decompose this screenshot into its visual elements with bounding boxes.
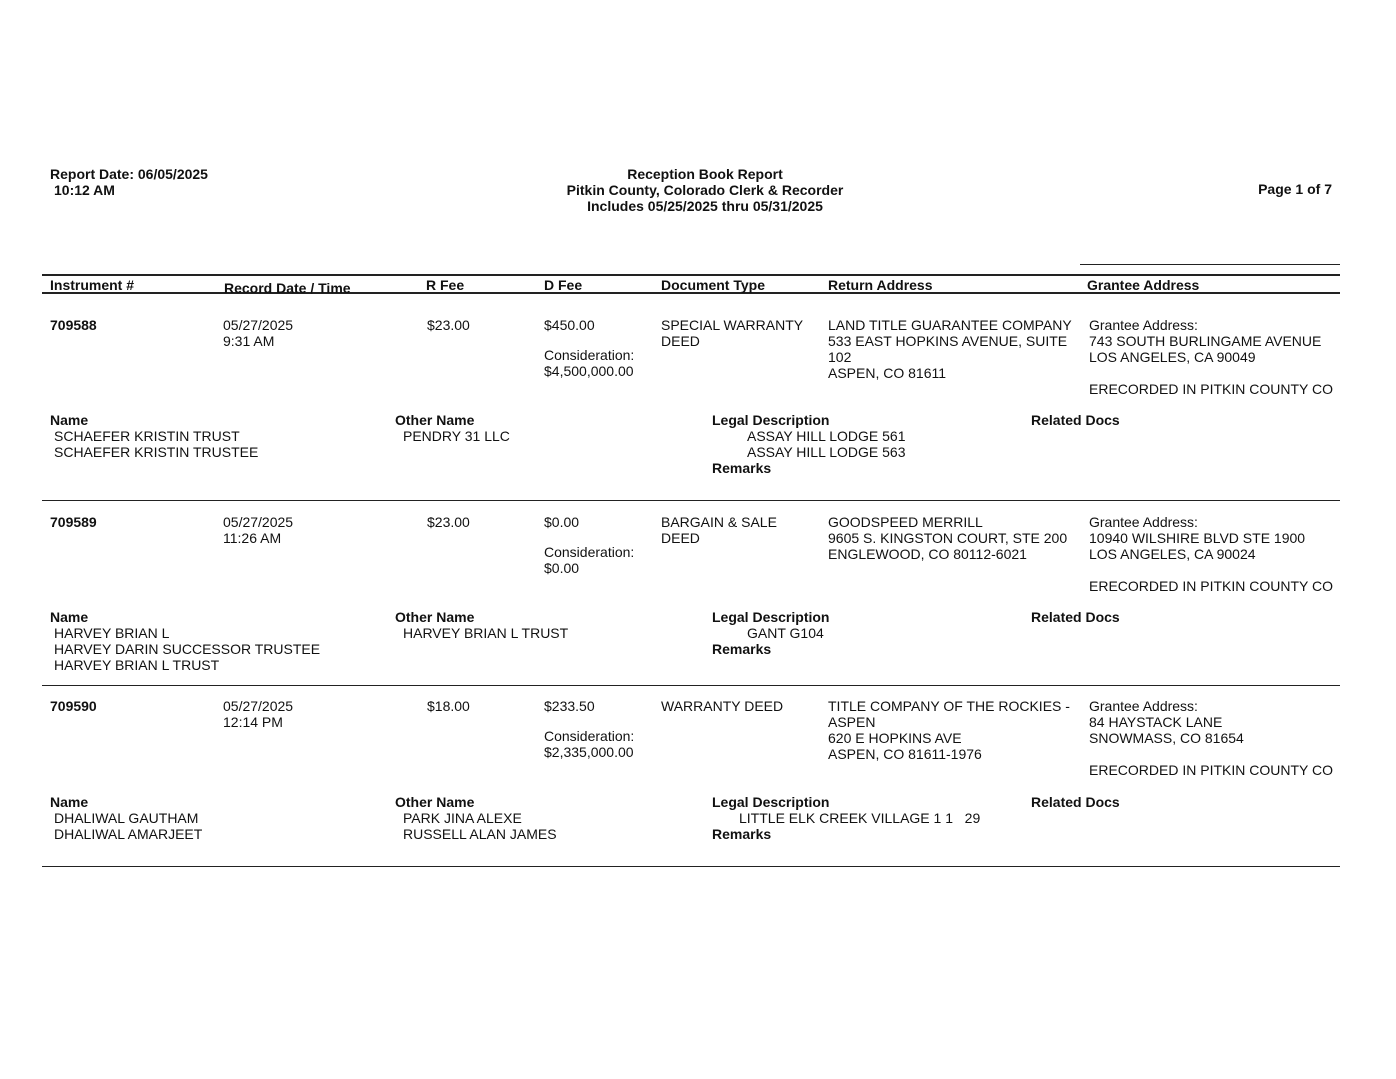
d-fee-block [544, 698, 634, 760]
d-fee: $450.00 [544, 317, 595, 333]
instrument-number: 709588 [50, 317, 97, 333]
legal-description-list [747, 625, 824, 641]
party-name: HARVEY BRIAN L [54, 625, 170, 641]
report-date: Report Date: 06/05/2025 [50, 166, 208, 182]
remarks-label: Remarks [712, 460, 772, 476]
legal-description-line: LITTLE ELK CREEK VILLAGE 1 1 29 [739, 810, 981, 826]
other-name-label: Other Name [395, 794, 475, 810]
d-fee-block [544, 514, 634, 576]
document-type-line: DEED [661, 333, 700, 349]
grantee-address-label: Grantee Address: [1089, 317, 1198, 333]
return-address-line: LAND TITLE GUARANTEE COMPANY [828, 317, 1072, 333]
names-list [54, 428, 258, 460]
document-type [661, 317, 803, 349]
instrument-number: 709590 [50, 698, 97, 714]
remarks-label: Remarks [712, 641, 772, 657]
grantee-address [1089, 317, 1333, 397]
related-docs-label: Related Docs [1031, 794, 1120, 810]
other-party-name: PARK JINA ALEXE [403, 810, 522, 826]
other-name-label: Other Name [395, 609, 475, 625]
document-type-line: DEED [661, 530, 700, 546]
document-type-line: SPECIAL WARRANTY [661, 317, 804, 333]
party-name: HARVEY DARIN SUCCESSOR TRUSTEE [54, 641, 321, 657]
report-title: Reception Book Report [627, 166, 783, 182]
consideration-label: Consideration: [544, 728, 635, 744]
record-datetime [223, 698, 293, 730]
party-name: HARVEY BRIAN L TRUST [54, 657, 220, 673]
consideration-value: $2,335,000.00 [544, 744, 634, 760]
document-type [661, 698, 783, 714]
col-d-fee: D Fee [544, 277, 583, 293]
d-fee: $0.00 [544, 514, 580, 530]
legal-description-label: Legal Description [712, 794, 830, 810]
legal-description-label: Legal Description [712, 412, 830, 428]
page-number: Page 1 of 7 [1258, 181, 1332, 197]
record-divider [42, 866, 1340, 867]
return-address-line: 533 EAST HOPKINS AVENUE, SUITE [828, 333, 1068, 349]
legal-description-line: GANT G104 [747, 625, 824, 641]
r-fee: $23.00 [427, 317, 470, 333]
return-address-line: ASPEN, CO 81611-1976 [828, 746, 982, 762]
other-party-name: PENDRY 31 LLC [403, 428, 510, 444]
other-party-name: RUSSELL ALAN JAMES [403, 826, 557, 842]
report-subtitle: Pitkin County, Colorado Clerk & Recorder [566, 182, 844, 198]
header-rule-top [42, 274, 1340, 276]
legal-description-label: Legal Description [712, 609, 830, 625]
name-label: Name [50, 794, 89, 810]
consideration-label: Consideration: [544, 544, 635, 560]
grantee-address-line: 84 HAYSTACK LANE [1089, 714, 1223, 730]
party-name: SCHAEFER KRISTIN TRUSTEE [54, 444, 259, 460]
party-name: DHALIWAL GAUTHAM [54, 810, 199, 826]
other-names-list [403, 810, 557, 842]
return-address-line: 102 [828, 349, 852, 365]
return-address-line: ASPEN, CO 81611 [828, 365, 947, 381]
consideration-value: $0.00 [544, 560, 580, 576]
return-address-line: GOODSPEED MERRILL [828, 514, 983, 530]
return-address [828, 317, 1072, 381]
erecorded-note: ERECORDED IN PITKIN COUNTY CO [1089, 578, 1333, 594]
record-date: 05/27/2025 [223, 698, 294, 714]
return-address-line: 9605 S. KINGSTON COURT, STE 200 [828, 530, 1068, 546]
document-type-line: WARRANTY DEED [661, 698, 784, 714]
party-name: DHALIWAL AMARJEET [54, 826, 203, 842]
grantee-address-line: LOS ANGELES, CA 90024 [1089, 546, 1256, 562]
document-type-line: BARGAIN & SALE [661, 514, 777, 530]
col-return-address: Return Address [828, 277, 933, 293]
record-time: 9:31 AM [223, 333, 275, 349]
legal-description-list [739, 810, 980, 826]
erecorded-note: ERECORDED IN PITKIN COUNTY CO [1089, 381, 1333, 397]
r-fee: $23.00 [427, 514, 470, 530]
grantee-address-line: LOS ANGELES, CA 90049 [1089, 349, 1256, 365]
header-rule-top-thin [1080, 264, 1340, 265]
record-time: 11:26 AM [223, 530, 282, 546]
grantee-address-line: 10940 WILSHIRE BLVD STE 1900 [1089, 530, 1306, 546]
other-party-name: HARVEY BRIAN L TRUST [403, 625, 569, 641]
d-fee: $233.50 [544, 698, 595, 714]
grantee-address [1089, 698, 1333, 778]
return-address [828, 514, 1067, 562]
r-fee: $18.00 [427, 698, 470, 714]
related-docs-label: Related Docs [1031, 412, 1120, 428]
record-datetime [223, 317, 293, 349]
report-heading [505, 166, 905, 214]
d-fee-block [544, 317, 634, 379]
legal-description-line: ASSAY HILL LODGE 561 [747, 428, 906, 444]
return-address-line: ENGLEWOOD, CO 80112-6021 [828, 546, 1027, 562]
return-address-line: TITLE COMPANY OF THE ROCKIES - [828, 698, 1070, 714]
grantee-address-line: 743 SOUTH BURLINGAME AVENUE [1089, 333, 1322, 349]
other-names-list [403, 625, 568, 641]
return-address-line: 620 E HOPKINS AVE [828, 730, 962, 746]
name-label: Name [50, 609, 89, 625]
party-name: SCHAEFER KRISTIN TRUST [54, 428, 240, 444]
instrument-number: 709589 [50, 514, 97, 530]
other-names-list [403, 428, 510, 444]
record-datetime [223, 514, 293, 546]
related-docs-label: Related Docs [1031, 609, 1120, 625]
report-range: Includes 05/25/2025 thru 05/31/2025 [587, 198, 823, 214]
col-record-date: Record Date / Time [224, 280, 351, 296]
document-type [661, 514, 777, 546]
col-grantee-address: Grantee Address [1087, 277, 1200, 293]
consideration-label: Consideration: [544, 347, 635, 363]
legal-description-list [747, 428, 906, 460]
names-list [54, 625, 320, 673]
return-address [828, 698, 1070, 762]
col-instrument: Instrument # [50, 277, 135, 293]
return-address-line: ASPEN [828, 714, 876, 730]
report-time: 10:12 AM [54, 182, 115, 198]
grantee-address-label: Grantee Address: [1089, 698, 1198, 714]
remarks-label: Remarks [712, 826, 772, 842]
record-date: 05/27/2025 [223, 514, 294, 530]
record-time: 12:14 PM [223, 714, 283, 730]
erecorded-note: ERECORDED IN PITKIN COUNTY CO [1089, 762, 1333, 778]
grantee-address [1089, 514, 1333, 594]
names-list [54, 810, 202, 842]
grantee-address-label: Grantee Address: [1089, 514, 1198, 530]
col-document-type: Document Type [661, 277, 765, 293]
record-divider [42, 685, 1340, 686]
record-date: 05/27/2025 [223, 317, 294, 333]
name-label: Name [50, 412, 89, 428]
legal-description-line: ASSAY HILL LODGE 563 [747, 444, 906, 460]
col-r-fee: R Fee [426, 277, 465, 293]
other-name-label: Other Name [395, 412, 475, 428]
record-divider [42, 500, 1340, 501]
grantee-address-line: SNOWMASS, CO 81654 [1089, 730, 1244, 746]
consideration-value: $4,500,000.00 [544, 363, 634, 379]
